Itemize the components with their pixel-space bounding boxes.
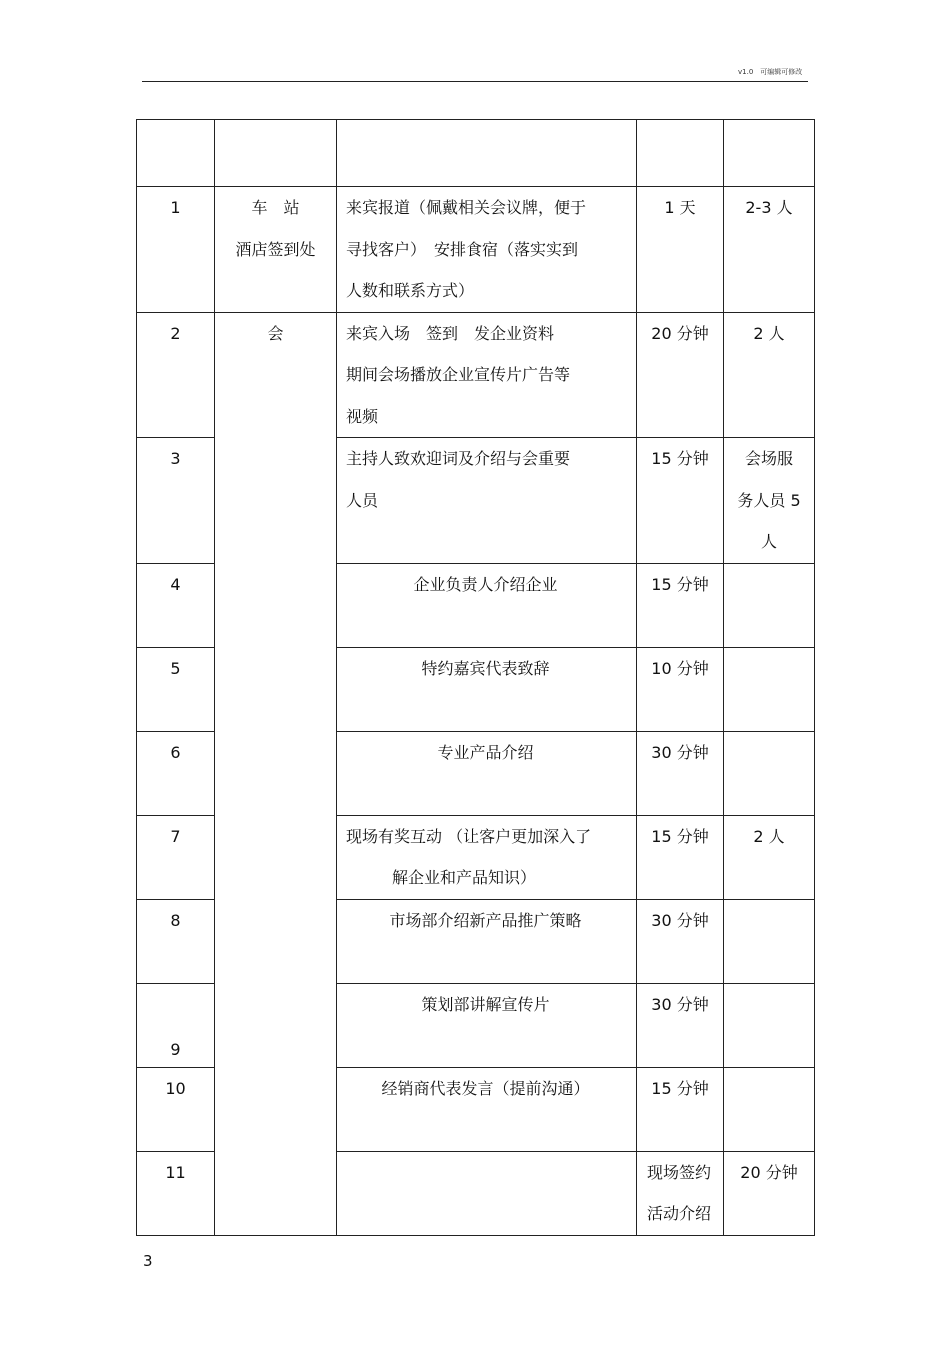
item-cell: 策划部讲解宣传片 bbox=[337, 983, 637, 1067]
item-text: 现场有奖互动 （让客户更加深入了 bbox=[346, 826, 592, 846]
staff-cell bbox=[724, 731, 815, 815]
table-header-row bbox=[137, 120, 815, 187]
phase-text: 车 站 bbox=[251, 198, 300, 217]
staff-cell bbox=[724, 563, 815, 647]
duration-cell: 30 分钟 bbox=[637, 731, 724, 815]
row-number: 2 bbox=[137, 312, 215, 438]
item-cell: 专业产品介绍 bbox=[337, 731, 637, 815]
staff-cell bbox=[724, 1067, 815, 1151]
staff-cell: 2 人 bbox=[724, 312, 815, 438]
duration-cell: 15 分钟 bbox=[637, 438, 724, 564]
row-number: 4 bbox=[137, 563, 215, 647]
item-cell: 现场签约活动介绍 bbox=[637, 1151, 724, 1235]
item-text: 解企业和产品知识） bbox=[392, 868, 537, 887]
table-row bbox=[137, 312, 815, 438]
staff-cell: 2-3 人 bbox=[724, 187, 815, 313]
duration-cell: 30 分钟 bbox=[637, 983, 724, 1067]
phase-text: 酒店签到处 bbox=[235, 239, 316, 259]
staff-cell bbox=[724, 899, 815, 983]
duration-cell: 20 分钟 bbox=[724, 1151, 815, 1235]
row-number: 5 bbox=[137, 647, 215, 731]
staff-text: 人 bbox=[760, 532, 777, 551]
staff-cell bbox=[724, 647, 815, 731]
header-cell bbox=[215, 120, 337, 187]
agenda-table bbox=[136, 119, 815, 1236]
item-cell bbox=[337, 815, 637, 899]
row-number: 3 bbox=[137, 438, 215, 564]
phase-cell-meeting bbox=[215, 312, 337, 1235]
item-cell: 企业负责人介绍企业 bbox=[337, 563, 637, 647]
item-cell: 特约嘉宾代表致辞 bbox=[337, 647, 637, 731]
item-cell: 市场部介绍新产品推广策略 bbox=[337, 899, 637, 983]
staff-cell bbox=[724, 983, 815, 1067]
header-cell bbox=[137, 120, 215, 187]
duration-cell: 10 分钟 bbox=[637, 647, 724, 731]
item-text: 人数和联系方式） bbox=[346, 281, 475, 300]
row-number: 10 bbox=[137, 1067, 215, 1151]
item-text: 来宾入场 签到 发企业资料 bbox=[346, 323, 555, 343]
duration-cell: 20 分钟 bbox=[637, 312, 724, 438]
duration-cell: 30 分钟 bbox=[637, 899, 724, 983]
item-cell bbox=[337, 187, 637, 313]
duration-cell: 15 分钟 bbox=[637, 563, 724, 647]
item-cell bbox=[337, 438, 637, 564]
row-number: 11 bbox=[137, 1151, 215, 1235]
phase-cell bbox=[337, 1151, 637, 1235]
staff-text: 务人员 5 bbox=[737, 490, 801, 510]
duration-cell: 1 天 bbox=[637, 187, 724, 313]
row-number: 1 bbox=[137, 187, 215, 313]
row-number: 9 bbox=[137, 983, 215, 1067]
duration-cell: 15 分钟 bbox=[637, 815, 724, 899]
header-cell bbox=[637, 120, 724, 187]
header-rule bbox=[142, 81, 808, 82]
item-text: 来宾报道（佩戴相关会议牌，便于 bbox=[346, 198, 587, 217]
table-row bbox=[137, 187, 815, 313]
page-number: 3 bbox=[143, 1252, 153, 1270]
row-number: 8 bbox=[137, 899, 215, 983]
item-text: 视频 bbox=[346, 406, 379, 426]
duration-cell: 15 分钟 bbox=[637, 1067, 724, 1151]
staff-text: 会场服 bbox=[744, 449, 793, 468]
item-cell: 经销商代表发言（提前沟通） bbox=[337, 1067, 637, 1151]
item-cell bbox=[337, 312, 637, 438]
item-text: 人员 bbox=[346, 490, 379, 510]
header-version-note: v1.0 可编辑可修改 bbox=[738, 68, 803, 76]
item-text: 寻找客户） 安排食宿（落实实到 bbox=[346, 239, 579, 259]
row-number: 7 bbox=[137, 815, 215, 899]
phase-char: 会 bbox=[267, 323, 284, 343]
item-text: 期间会场播放企业宣传片广告等 bbox=[346, 365, 571, 384]
item-text: 主持人致欢迎词及介绍与会重要 bbox=[346, 449, 571, 468]
header-cell bbox=[724, 120, 815, 187]
row-number: 6 bbox=[137, 731, 215, 815]
staff-cell: 2 人 bbox=[724, 815, 815, 899]
header-cell bbox=[337, 120, 637, 187]
staff-cell bbox=[724, 438, 815, 564]
phase-cell bbox=[215, 187, 337, 313]
